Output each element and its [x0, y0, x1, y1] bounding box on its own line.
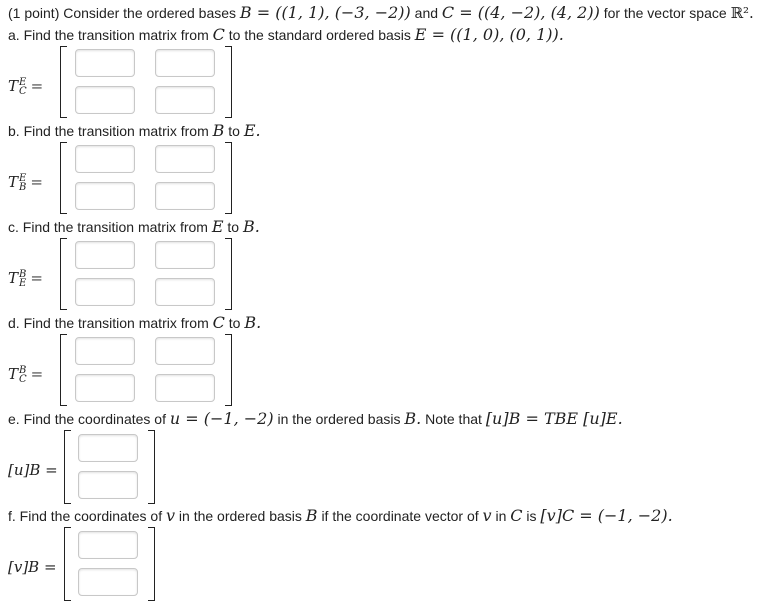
part-d-to: B.: [244, 313, 262, 332]
left-bracket: [60, 142, 67, 214]
label-sup: E: [19, 173, 27, 184]
right-bracket: [225, 238, 232, 310]
part-e-basis: B.: [404, 409, 422, 428]
part-b-to-word: to: [228, 123, 240, 139]
intro-line: [8, 4, 754, 22]
intro-text-2: for the vector space: [603, 5, 727, 21]
matrix-symbol: T: [8, 77, 19, 95]
matrix-c-r1c2-input[interactable]: [155, 241, 215, 269]
part-f-mid4: is: [526, 508, 537, 524]
label-sup: E: [19, 77, 27, 88]
part-c-prefix: c. Find the transition matrix from: [8, 219, 208, 235]
part-c-from: E: [211, 217, 224, 236]
matrix-d-r2c2-input[interactable]: [155, 374, 215, 402]
label-sub: E: [19, 278, 27, 289]
part-a-prefix: a. Find the transition matrix from: [8, 27, 209, 43]
part-e-note: Note that: [425, 411, 482, 427]
part-f-mid: in the ordered basis: [178, 508, 302, 524]
part-a-basis-e: E = ((1, 0), (0, 1)).: [414, 25, 564, 44]
matrix-d-r2c1-input[interactable]: [75, 374, 135, 402]
right-bracket: [225, 142, 232, 214]
part-c-to: B.: [243, 217, 260, 236]
matrix-a-r1c1-input[interactable]: [75, 49, 135, 77]
vector-e-row1-input[interactable]: [78, 434, 138, 462]
part-b-prefix: b. Find the transition matrix from: [8, 123, 209, 139]
part-c-question: [8, 218, 260, 236]
part-b-to: E.: [243, 121, 261, 140]
matrix-c-r1c1-input[interactable]: [75, 241, 135, 269]
part-f-mid2: if the coordinate vector of: [321, 508, 479, 524]
part-f-basis: B: [305, 506, 318, 525]
part-f-label: [v]B =: [8, 558, 57, 576]
part-e-prefix: e. Find the coordinates of: [8, 411, 166, 427]
part-d-question: [8, 314, 261, 332]
label-sub: C: [19, 374, 27, 385]
matrix-b-r2c1-input[interactable]: [75, 182, 135, 210]
equals-sign: =: [30, 173, 43, 191]
right-bracket: [148, 527, 155, 601]
matrix-a-r2c1-input[interactable]: [75, 86, 135, 114]
label-sub: B: [19, 182, 27, 193]
equals-sign: =: [30, 365, 44, 383]
matrix-a-r1c2-input[interactable]: [155, 49, 215, 77]
left-bracket: [64, 527, 71, 601]
matrix-b-r2c2-input[interactable]: [155, 182, 215, 210]
basis-b-definition: B = ((1, 1), (−3, −2)): [239, 3, 411, 22]
label-sup: B: [19, 269, 27, 280]
matrix-c-r2c2-input[interactable]: [155, 278, 215, 306]
part-f-vector2: v: [482, 506, 492, 525]
part-f-vector: v: [165, 506, 176, 525]
left-bracket: [60, 46, 67, 118]
part-f-formula: [v]C = (−1, −2).: [540, 506, 673, 525]
part-a-to-word: to the standard ordered basis: [228, 27, 411, 43]
points-text: (1 point): [8, 5, 60, 21]
part-a-label: [8, 76, 43, 96]
part-e-vector: u = (−1, −2): [169, 409, 274, 428]
part-a-from: C: [212, 25, 225, 44]
right-bracket: [148, 430, 155, 504]
and-text: and: [414, 5, 439, 21]
left-bracket: [60, 238, 67, 310]
label-sub: C: [19, 86, 27, 97]
matrix-a-r2c2-input[interactable]: [155, 86, 215, 114]
part-d-from: C: [212, 313, 225, 332]
matrix-d-r1c2-input[interactable]: [155, 337, 215, 365]
part-b-label: [8, 172, 43, 192]
intro-text-1: Consider the ordered bases: [63, 5, 237, 21]
vector-e-row2-input[interactable]: [78, 471, 138, 499]
right-bracket: [225, 334, 232, 406]
part-d-prefix: d. Find the transition matrix from: [8, 315, 209, 331]
basis-c-definition: C = ((4, −2), (4, 2)): [441, 3, 600, 22]
part-c-to-word: to: [227, 219, 240, 235]
matrix-b-r1c1-input[interactable]: [75, 145, 135, 173]
matrix-d-r1c1-input[interactable]: [75, 337, 135, 365]
matrix-c-r2c1-input[interactable]: [75, 278, 135, 306]
equals-sign: =: [30, 77, 44, 95]
part-d-to-word: to: [228, 315, 241, 331]
right-bracket: [225, 46, 232, 118]
part-f-mid3: in: [495, 508, 507, 524]
equals-sign: =: [30, 269, 43, 287]
part-e-question: [8, 410, 623, 428]
part-e-label: [u]B =: [8, 461, 58, 479]
part-c-label: [8, 268, 43, 288]
part-d-label: [8, 364, 43, 384]
part-f-basis2: C: [510, 506, 523, 525]
left-bracket: [60, 334, 67, 406]
matrix-symbol: T: [8, 269, 19, 287]
part-b-question: [8, 122, 261, 140]
part-f-prefix: f. Find the coordinates of: [8, 508, 163, 524]
part-a-question: [8, 26, 564, 44]
left-bracket: [64, 430, 71, 504]
part-e-formula: [u]B = TBE [u]E.: [485, 409, 623, 428]
part-b-from: B: [212, 121, 225, 140]
vector-f-row1-input[interactable]: [78, 531, 138, 559]
matrix-b-r1c2-input[interactable]: [155, 145, 215, 173]
matrix-symbol: T: [8, 365, 19, 383]
vector-f-row2-input[interactable]: [78, 568, 138, 596]
part-e-mid: in the ordered basis: [277, 411, 401, 427]
part-f-question: [8, 507, 673, 525]
vector-space-symbol: ℝ².: [730, 4, 754, 22]
label-sup: B: [19, 365, 27, 376]
matrix-symbol: T: [8, 173, 19, 191]
